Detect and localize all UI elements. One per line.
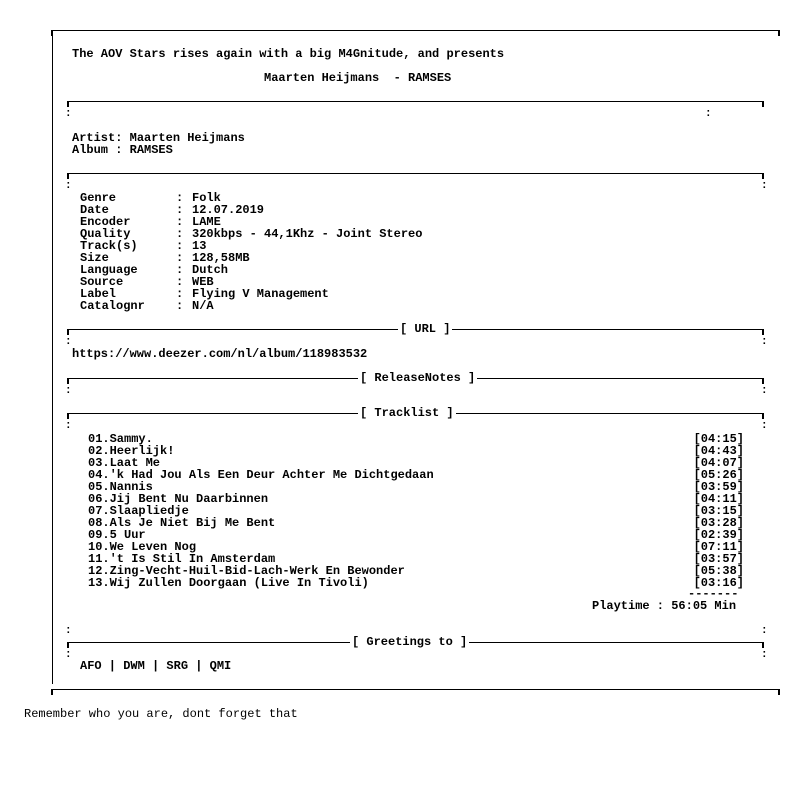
info-label: Label bbox=[80, 287, 117, 301]
info-separator: : bbox=[176, 215, 184, 229]
info-box-left-colon: : bbox=[65, 180, 72, 192]
url-section-left-colon: : bbox=[65, 336, 72, 348]
info-box-border bbox=[68, 173, 764, 174]
info-box-right-corner bbox=[762, 173, 764, 179]
header-box-left-corner bbox=[67, 101, 69, 107]
url-section-right-colon: : bbox=[761, 336, 768, 348]
footer-text: Remember who you are, dont forget that bbox=[24, 707, 298, 721]
frame-bottom-left-corner bbox=[51, 689, 53, 695]
track-title: 08.Als Je Niet Bij Me Bent bbox=[88, 516, 276, 530]
track-duration: [02:39] bbox=[693, 528, 744, 542]
header-box-right-corner bbox=[762, 101, 764, 107]
tracklist-left-corner bbox=[67, 413, 69, 419]
greetings-lower-left-colon: : bbox=[65, 649, 72, 661]
releasenotes-left-corner bbox=[67, 378, 69, 384]
album-label: Album bbox=[72, 143, 116, 157]
playtime-total: Playtime : 56:05 Min bbox=[592, 599, 737, 613]
greetings-upper-left-colon: : bbox=[65, 625, 72, 637]
info-separator: : bbox=[176, 191, 184, 205]
info-label: Source bbox=[80, 275, 124, 289]
tracklist-left-colon: : bbox=[65, 420, 72, 432]
header-box-left-colon: : bbox=[65, 108, 72, 120]
info-row bbox=[80, 300, 422, 312]
tracklist-right-colon: : bbox=[761, 420, 768, 432]
track-duration: [07:11] bbox=[693, 540, 744, 554]
frame-top-left-corner bbox=[51, 30, 53, 36]
artist-value: Maarten Heijmans bbox=[129, 131, 245, 145]
track-row bbox=[88, 468, 744, 480]
greetings-groups: AFO | DWM | SRG | QMI bbox=[80, 659, 232, 673]
info-separator: : bbox=[176, 263, 184, 277]
track-duration: [04:11] bbox=[693, 492, 744, 506]
info-separator: : bbox=[176, 239, 184, 253]
greetings-left-corner bbox=[67, 642, 69, 648]
track-duration: [03:57] bbox=[693, 552, 744, 566]
track-row bbox=[88, 540, 744, 552]
info-value: WEB bbox=[192, 275, 214, 289]
info-separator: : bbox=[176, 275, 184, 289]
track-row bbox=[88, 444, 744, 456]
info-value: 320kbps - 44,1Khz - Joint Stereo bbox=[192, 227, 423, 241]
artist-line: Artist: Maarten Heijmans bbox=[72, 131, 245, 145]
info-box-left-corner bbox=[67, 173, 69, 179]
info-label: Track(s) bbox=[80, 239, 138, 253]
frame-bottom-right-corner bbox=[778, 689, 780, 695]
track-duration: [04:15] bbox=[693, 432, 744, 446]
header-box-border bbox=[68, 101, 764, 102]
track-list bbox=[88, 432, 744, 588]
tracklist-separator: ------- bbox=[688, 587, 739, 601]
info-separator: : bbox=[176, 299, 184, 313]
info-value: LAME bbox=[192, 215, 221, 229]
track-title: 05.Nannis bbox=[88, 480, 153, 494]
frame-top-right-corner bbox=[778, 30, 780, 36]
info-row bbox=[80, 264, 422, 276]
track-title: 02.Heerlijk! bbox=[88, 444, 175, 458]
releasenotes-right-corner bbox=[762, 378, 764, 384]
frame-top-border bbox=[52, 30, 780, 31]
info-value: 128,58MB bbox=[192, 251, 250, 265]
url-section-left-corner bbox=[67, 329, 69, 335]
info-value: N/A bbox=[192, 299, 214, 313]
info-value: Dutch bbox=[192, 263, 229, 277]
track-row bbox=[88, 492, 744, 504]
info-label: Catalognr bbox=[80, 299, 145, 313]
album-line: Album : RAMSES bbox=[72, 143, 173, 157]
track-row bbox=[88, 564, 744, 576]
info-separator: : bbox=[176, 203, 184, 217]
releasenotes-section-title: [ ReleaseNotes ] bbox=[360, 371, 476, 385]
greetings-right-corner bbox=[762, 642, 764, 648]
album-value: RAMSES bbox=[129, 143, 173, 157]
track-duration: [03:15] bbox=[693, 504, 744, 518]
track-title: 07.Slaapliedje bbox=[88, 504, 189, 518]
info-box-right-colon: : bbox=[761, 180, 768, 192]
info-row bbox=[80, 204, 422, 216]
frame-left-border bbox=[52, 30, 53, 684]
url-section-title: [ URL ] bbox=[400, 322, 451, 336]
track-duration: [03:16] bbox=[693, 576, 744, 590]
info-value: 13 bbox=[192, 239, 207, 253]
track-duration: [04:07] bbox=[693, 456, 744, 470]
greetings-section-title: [ Greetings to ] bbox=[352, 635, 468, 649]
artist-label: Artist bbox=[72, 131, 116, 145]
releasenotes-left-colon: : bbox=[65, 385, 72, 397]
info-separator: : bbox=[176, 251, 184, 265]
track-duration: [05:38] bbox=[693, 564, 744, 578]
track-duration: [04:43] bbox=[693, 444, 744, 458]
track-row bbox=[88, 552, 744, 564]
greetings-lower-right-colon: : bbox=[761, 649, 768, 661]
track-duration: [03:28] bbox=[693, 516, 744, 530]
frame-bottom-border bbox=[52, 689, 780, 690]
greetings-upper-right-colon: : bbox=[761, 625, 768, 637]
track-duration: [05:26] bbox=[693, 468, 744, 482]
track-row bbox=[88, 504, 744, 516]
info-value: 12.07.2019 bbox=[192, 203, 265, 217]
track-title: 01.Sammy. bbox=[88, 432, 153, 446]
track-duration: [03:59] bbox=[693, 480, 744, 494]
track-title: 13.Wij Zullen Doorgaan (Live In Tivoli) bbox=[88, 576, 369, 590]
info-label: Size bbox=[80, 251, 109, 265]
track-row bbox=[88, 456, 744, 468]
info-value: Folk bbox=[192, 191, 221, 205]
track-row bbox=[88, 432, 744, 444]
info-row bbox=[80, 240, 422, 252]
url-section-right-corner bbox=[762, 329, 764, 335]
track-title: 06.Jij Bent Nu Daarbinnen bbox=[88, 492, 269, 506]
info-label: Language bbox=[80, 263, 138, 277]
info-label: Genre bbox=[80, 191, 117, 205]
track-title: 12.Zing-Vecht-Huil-Bid-Lach-Werk En Bewonder bbox=[88, 564, 405, 578]
track-row bbox=[88, 516, 744, 528]
info-list bbox=[80, 192, 422, 312]
releasenotes-right-colon: : bbox=[761, 385, 768, 397]
info-label: Encoder bbox=[80, 215, 131, 229]
info-separator: : bbox=[176, 287, 184, 301]
info-label: Date bbox=[80, 203, 109, 217]
track-title: 04.'k Had Jou Als Een Deur Achter Me Dichtgedaan bbox=[88, 468, 434, 482]
track-row bbox=[88, 576, 744, 588]
track-title: 10.We Leven Nog bbox=[88, 540, 197, 554]
tracklist-right-corner bbox=[762, 413, 764, 419]
info-value: Flying V Management bbox=[192, 287, 329, 301]
header-line-1: The AOV Stars rises again with a big M4Gnitude, and presents bbox=[72, 47, 505, 61]
header-box-right-colon: : bbox=[705, 108, 712, 120]
track-title: 03.Laat Me bbox=[88, 456, 161, 470]
track-title: 09.5 Uur bbox=[88, 528, 146, 542]
header-line-2: Maarten Heijmans - RAMSES bbox=[264, 71, 452, 85]
tracklist-section-title: [ Tracklist ] bbox=[360, 406, 454, 420]
track-title: 11.'t Is Stil In Amsterdam bbox=[88, 552, 276, 566]
info-label: Quality bbox=[80, 227, 131, 241]
info-separator: : bbox=[176, 227, 184, 241]
url-link[interactable]: https://www.deezer.com/nl/album/118983532 bbox=[72, 347, 368, 361]
